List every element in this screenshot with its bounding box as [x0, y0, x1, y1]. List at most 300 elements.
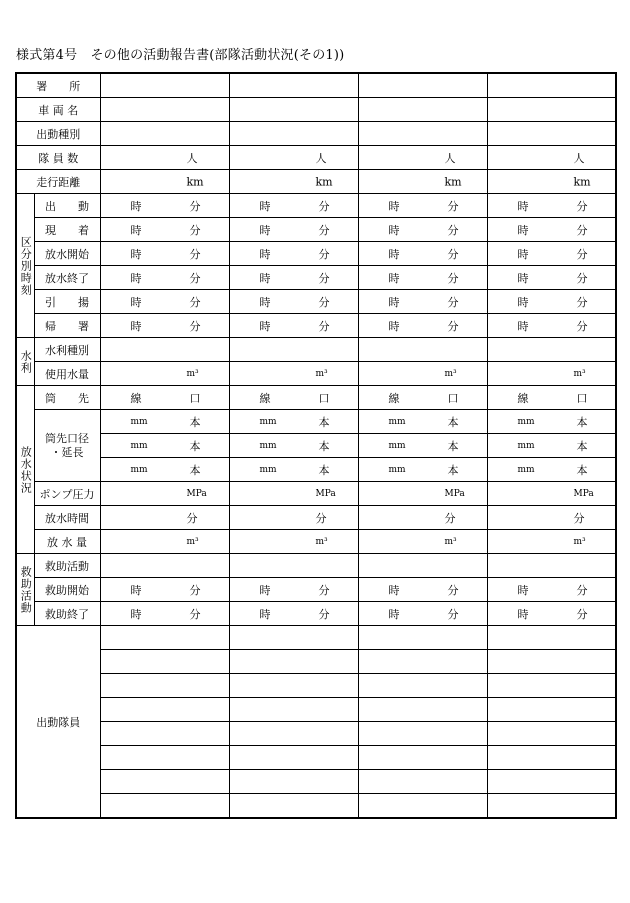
value-sharyomei-4[interactable] — [487, 98, 616, 122]
value-sharyomei-2[interactable] — [229, 98, 358, 122]
row-hosui-shuryo — [16, 266, 616, 290]
unit-hon: 本 — [447, 439, 459, 453]
unit-fun: 分 — [189, 583, 201, 597]
unit-hon: 本 — [447, 415, 459, 429]
value-shutsudo-taiin-2-4[interactable] — [487, 650, 616, 674]
value-kisho-3[interactable] — [358, 314, 487, 338]
group-hosui-group — [16, 386, 34, 554]
value-shutsudo-shubetsu-3[interactable] — [358, 122, 487, 146]
label-line: 筒先口径 — [45, 431, 89, 445]
value-shutsudo-taiin-3-2[interactable] — [229, 674, 358, 698]
value-hikiage-2[interactable] — [229, 290, 358, 314]
unit-fun: 分 — [189, 607, 201, 621]
unit-mm: mm — [130, 416, 148, 427]
value-tosaki-2[interactable] — [229, 386, 358, 410]
value-shutsudo-shubetsu-2[interactable] — [229, 122, 358, 146]
value-shutsudo-taiin-7-1[interactable] — [100, 770, 229, 794]
value-tosaki-4[interactable] — [487, 386, 616, 410]
value-hosui-jikan-3[interactable] — [358, 506, 487, 530]
label-shiyo-suiryo: 使用水量 — [34, 362, 100, 386]
unit-fun: 分 — [447, 247, 459, 261]
unit-mpa: MPa — [315, 488, 336, 499]
value-hikiage-1[interactable] — [100, 290, 229, 314]
unit-m3: m³ — [186, 368, 199, 379]
value-shutsudo-taiin-5-1[interactable] — [100, 722, 229, 746]
row-shiyo-suiryo — [16, 362, 616, 386]
unit-ji: 時 — [517, 319, 529, 333]
unit-fun: 分 — [189, 199, 201, 213]
unit-hon: 本 — [576, 415, 588, 429]
unit-hon: 本 — [189, 415, 201, 429]
unit-fun: 分 — [318, 271, 330, 285]
unit-ji: 時 — [388, 271, 400, 285]
unit-ji: 時 — [259, 271, 271, 285]
value-tosaki-kokei-2-4[interactable] — [487, 434, 616, 458]
unit-fun: 分 — [576, 247, 588, 261]
value-shutsudo-taiin-1-4[interactable] — [487, 626, 616, 650]
unit-fun: 分 — [318, 295, 330, 309]
unit-ji: 時 — [130, 319, 142, 333]
value-genchaku-3[interactable] — [358, 218, 487, 242]
row-shutsudo-shubetsu — [16, 122, 616, 146]
unit-mm: mm — [517, 416, 535, 427]
unit-fun: 分 — [318, 607, 330, 621]
row-hosui-jikan — [16, 506, 616, 530]
label-shutsudo-shubetsu: 出動種別 — [16, 122, 100, 146]
value-hosuiryo-1[interactable] — [100, 530, 229, 554]
unit-ji: 時 — [388, 583, 400, 597]
value-hosui-shuryo-4[interactable] — [487, 266, 616, 290]
unit-hon: 本 — [576, 463, 588, 477]
value-shiyo-suiryo-4[interactable] — [487, 362, 616, 386]
unit-mm: mm — [517, 440, 535, 451]
unit-fun: 分 — [576, 319, 588, 333]
unit-fun: 分 — [447, 607, 459, 621]
value-shiyo-suiryo-1[interactable] — [100, 362, 229, 386]
value-hosui-jikan-1[interactable] — [100, 506, 229, 530]
unit-fun: 分 — [318, 199, 330, 213]
unit-km: km — [444, 175, 462, 188]
unit-ji: 時 — [388, 319, 400, 333]
value-shosho-2[interactable] — [229, 73, 358, 98]
value-tosaki-kokei-1-3[interactable] — [358, 410, 487, 434]
value-shutsudo-taiin-8-3[interactable] — [358, 794, 487, 819]
value-hosui-kaishi-1[interactable] — [100, 242, 229, 266]
value-taiinsu-1[interactable] — [100, 146, 229, 170]
unit-fun: 分 — [318, 247, 330, 261]
unit-fun: 分 — [447, 223, 459, 237]
unit-mm: mm — [259, 440, 277, 451]
value-shutsudo-taiin-6-1[interactable] — [100, 746, 229, 770]
unit-ji: 時 — [259, 295, 271, 309]
unit-mm: mm — [130, 464, 148, 475]
row-shutsudo-taiin — [16, 722, 616, 746]
value-kyujo-kaishi-2[interactable] — [229, 578, 358, 602]
unit-fun: 分 — [576, 271, 588, 285]
value-shutsudo-shubetsu-4[interactable] — [487, 122, 616, 146]
row-genchaku — [16, 218, 616, 242]
unit-m3: m³ — [315, 536, 328, 547]
activity-report-table — [15, 72, 617, 819]
value-soko-kyori-2[interactable] — [229, 170, 358, 194]
unit-ji: 時 — [388, 607, 400, 621]
unit-kuchi: 口 — [576, 391, 588, 405]
value-hosui-shuryo-3[interactable] — [358, 266, 487, 290]
value-tosaki-3[interactable] — [358, 386, 487, 410]
unit-kuchi: 口 — [189, 391, 201, 405]
value-shutsudo-taiin-6-4[interactable] — [487, 746, 616, 770]
value-kyujo-katsudo-3[interactable] — [358, 554, 487, 578]
label-kyujo-shuryo: 救助終了 — [34, 602, 100, 626]
row-tosaki-kokei — [16, 458, 616, 482]
value-kyujo-kaishi-1[interactable] — [100, 578, 229, 602]
row-hosui-kaishi — [16, 242, 616, 266]
value-shutsudo-taiin-6-3[interactable] — [358, 746, 487, 770]
unit-ji: 時 — [517, 223, 529, 237]
value-genchaku-1[interactable] — [100, 218, 229, 242]
unit-kuchi: 口 — [447, 391, 459, 405]
group-label: 水利 — [19, 349, 33, 374]
unit-fun: 分 — [315, 511, 327, 525]
unit-sen: 線 — [130, 391, 142, 405]
row-shutsudo-taiin — [16, 770, 616, 794]
label-hosui-shuryo: 放水終了 — [34, 266, 100, 290]
value-pump-atsuryoku-3[interactable] — [358, 482, 487, 506]
value-soko-kyori-1[interactable] — [100, 170, 229, 194]
unit-fun: 分 — [318, 223, 330, 237]
value-kyujo-shuryo-3[interactable] — [358, 602, 487, 626]
row-shutsudo-taiin — [16, 746, 616, 770]
unit-fun: 分 — [189, 247, 201, 261]
value-kyujo-kaishi-4[interactable] — [487, 578, 616, 602]
value-kyujo-shuryo-2[interactable] — [229, 602, 358, 626]
value-pump-atsuryoku-4[interactable] — [487, 482, 616, 506]
unit-ji: 時 — [130, 223, 142, 237]
unit-ji: 時 — [517, 295, 529, 309]
value-kisho-2[interactable] — [229, 314, 358, 338]
unit-ji: 時 — [517, 199, 529, 213]
row-shutsudo-taiin — [16, 674, 616, 698]
unit-fun: 分 — [576, 295, 588, 309]
unit-fun: 分 — [576, 223, 588, 237]
label-tosaki: 筒 先 — [34, 386, 100, 410]
label-tosaki-kokei — [34, 410, 100, 482]
row-kyujo-shuryo — [16, 602, 616, 626]
unit-ji: 時 — [259, 223, 271, 237]
value-shutsudo-taiin-4-3[interactable] — [358, 698, 487, 722]
value-taiinsu-4[interactable] — [487, 146, 616, 170]
value-tosaki-kokei-3-4[interactable] — [487, 458, 616, 482]
unit-m3: m³ — [186, 536, 199, 547]
unit-fun: 分 — [576, 607, 588, 621]
unit-ji: 時 — [130, 199, 142, 213]
unit-mpa: MPa — [573, 488, 594, 499]
unit-nin: 人 — [573, 151, 585, 165]
unit-ji: 時 — [259, 199, 271, 213]
row-kyujo-kaishi — [16, 578, 616, 602]
value-kyujo-shuryo-1[interactable] — [100, 602, 229, 626]
row-pump-atsuryoku — [16, 482, 616, 506]
unit-km: km — [315, 175, 333, 188]
unit-ji: 時 — [130, 607, 142, 621]
row-tosaki-kokei — [16, 434, 616, 458]
value-shutsudo-taiin-2-3[interactable] — [358, 650, 487, 674]
value-kisho-1[interactable] — [100, 314, 229, 338]
value-kyujo-katsudo-1[interactable] — [100, 554, 229, 578]
value-shutsudo-taiin-5-2[interactable] — [229, 722, 358, 746]
value-hosuiryo-3[interactable] — [358, 530, 487, 554]
row-tosaki — [16, 386, 616, 410]
value-tosaki-kokei-1-1[interactable] — [100, 410, 229, 434]
unit-hon: 本 — [576, 439, 588, 453]
row-sharyomei — [16, 98, 616, 122]
unit-km: km — [573, 175, 591, 188]
value-tosaki-kokei-3-2[interactable] — [229, 458, 358, 482]
value-tosaki-kokei-2-1[interactable] — [100, 434, 229, 458]
unit-mpa: MPa — [444, 488, 465, 499]
unit-fun: 分 — [318, 319, 330, 333]
value-tosaki-kokei-3-1[interactable] — [100, 458, 229, 482]
unit-ji: 時 — [388, 247, 400, 261]
unit-ji: 時 — [130, 247, 142, 261]
row-shutsudo-taiin — [16, 650, 616, 674]
unit-fun: 分 — [447, 295, 459, 309]
unit-nin: 人 — [186, 151, 198, 165]
label-shutsudo-taiin: 出動隊員 — [16, 626, 100, 819]
value-genchaku-4[interactable] — [487, 218, 616, 242]
value-hikiage-4[interactable] — [487, 290, 616, 314]
unit-nin: 人 — [444, 151, 456, 165]
unit-fun: 分 — [189, 223, 201, 237]
value-kyujo-kaishi-3[interactable] — [358, 578, 487, 602]
unit-fun: 分 — [189, 295, 201, 309]
value-sharyomei-1[interactable] — [100, 98, 229, 122]
unit-fun: 分 — [189, 319, 201, 333]
row-kisho — [16, 314, 616, 338]
value-hosuiryo-2[interactable] — [229, 530, 358, 554]
unit-fun: 分 — [444, 511, 456, 525]
label-line: ・延長 — [50, 445, 84, 459]
unit-sen: 線 — [517, 391, 529, 405]
value-hosui-kaishi-2[interactable] — [229, 242, 358, 266]
value-pump-atsuryoku-2[interactable] — [229, 482, 358, 506]
value-shutsudo-shubetsu-1[interactable] — [100, 122, 229, 146]
unit-mm: mm — [388, 416, 406, 427]
row-kyujo-katsudo — [16, 554, 616, 578]
value-shutsudo-taiin-2-2[interactable] — [229, 650, 358, 674]
unit-hon: 本 — [318, 415, 330, 429]
value-hosui-kaishi-3[interactable] — [358, 242, 487, 266]
unit-nin: 人 — [315, 151, 327, 165]
unit-fun: 分 — [447, 199, 459, 213]
unit-fun: 分 — [189, 271, 201, 285]
value-shutsudo-taiin-1-1[interactable] — [100, 626, 229, 650]
value-shutsudo-taiin-8-4[interactable] — [487, 794, 616, 819]
value-hosuiryo-4[interactable] — [487, 530, 616, 554]
label-shosho: 署 所 — [16, 73, 100, 98]
value-shutsudo-4[interactable] — [487, 194, 616, 218]
unit-fun: 分 — [186, 511, 198, 525]
row-shutsudo — [16, 194, 616, 218]
unit-fun: 分 — [576, 583, 588, 597]
row-hikiage — [16, 290, 616, 314]
unit-m3: m³ — [444, 368, 457, 379]
value-soko-kyori-4[interactable] — [487, 170, 616, 194]
row-shosho — [16, 73, 616, 98]
value-shutsudo-taiin-1-3[interactable] — [358, 626, 487, 650]
value-shutsudo-taiin-5-4[interactable] — [487, 722, 616, 746]
label-hosui-kaishi: 放水開始 — [34, 242, 100, 266]
value-tosaki-kokei-1-2[interactable] — [229, 410, 358, 434]
unit-hon: 本 — [318, 439, 330, 453]
row-shutsudo-taiin — [16, 626, 616, 650]
value-shutsudo-taiin-4-2[interactable] — [229, 698, 358, 722]
value-shutsudo-taiin-3-1[interactable] — [100, 674, 229, 698]
label-genchaku: 現 着 — [34, 218, 100, 242]
value-suiri-shubetsu-3[interactable] — [358, 338, 487, 362]
document-title: 様式第4号 その他の活動報告書(部隊活動状況(その1)) — [16, 48, 345, 63]
value-kyujo-katsudo-4[interactable] — [487, 554, 616, 578]
unit-sen: 線 — [388, 391, 400, 405]
label-kisho: 帰 署 — [34, 314, 100, 338]
row-soko-kyori — [16, 170, 616, 194]
unit-m3: m³ — [573, 368, 586, 379]
unit-mm: mm — [130, 440, 148, 451]
unit-m3: m³ — [573, 536, 586, 547]
unit-ji: 時 — [517, 583, 529, 597]
value-shiyo-suiryo-2[interactable] — [229, 362, 358, 386]
label-kyujo-katsudo: 救助活動 — [34, 554, 100, 578]
value-tosaki-1[interactable] — [100, 386, 229, 410]
value-shutsudo-taiin-3-4[interactable] — [487, 674, 616, 698]
value-shutsudo-taiin-3-3[interactable] — [358, 674, 487, 698]
unit-hon: 本 — [318, 463, 330, 477]
label-suiri-shubetsu: 水利種別 — [34, 338, 100, 362]
group-kyujo-group — [16, 554, 34, 626]
unit-ji: 時 — [388, 223, 400, 237]
row-suiri-shubetsu — [16, 338, 616, 362]
value-tosaki-kokei-2-3[interactable] — [358, 434, 487, 458]
label-hosuiryo: 放 水 量 — [34, 530, 100, 554]
value-hosui-kaishi-4[interactable] — [487, 242, 616, 266]
value-kyujo-shuryo-4[interactable] — [487, 602, 616, 626]
value-taiinsu-2[interactable] — [229, 146, 358, 170]
unit-mm: mm — [517, 464, 535, 475]
value-shutsudo-taiin-8-1[interactable] — [100, 794, 229, 819]
value-hosui-shuryo-1[interactable] — [100, 266, 229, 290]
value-shutsudo-taiin-7-3[interactable] — [358, 770, 487, 794]
unit-ji: 時 — [388, 295, 400, 309]
unit-ji: 時 — [517, 247, 529, 261]
value-tosaki-kokei-3-3[interactable] — [358, 458, 487, 482]
value-taiinsu-3[interactable] — [358, 146, 487, 170]
value-soko-kyori-3[interactable] — [358, 170, 487, 194]
row-shutsudo-taiin — [16, 794, 616, 819]
unit-ji: 時 — [259, 583, 271, 597]
value-tosaki-kokei-1-4[interactable] — [487, 410, 616, 434]
value-shutsudo-taiin-5-3[interactable] — [358, 722, 487, 746]
unit-m3: m³ — [315, 368, 328, 379]
group-label: 救助活動 — [19, 565, 33, 614]
value-shosho-4[interactable] — [487, 73, 616, 98]
value-sharyomei-3[interactable] — [358, 98, 487, 122]
unit-sen: 線 — [259, 391, 271, 405]
label-shutsudo: 出 動 — [34, 194, 100, 218]
value-shutsudo-taiin-8-2[interactable] — [229, 794, 358, 819]
label-hosui-jikan: 放水時間 — [34, 506, 100, 530]
group-kubun-group — [16, 194, 34, 338]
value-shutsudo-taiin-4-1[interactable] — [100, 698, 229, 722]
value-shutsudo-taiin-6-2[interactable] — [229, 746, 358, 770]
value-shutsudo-1[interactable] — [100, 194, 229, 218]
unit-ji: 時 — [130, 271, 142, 285]
group-suiri-group — [16, 338, 34, 386]
label-taiinsu: 隊 員 数 — [16, 146, 100, 170]
value-shosho-3[interactable] — [358, 73, 487, 98]
value-suiri-shubetsu-1[interactable] — [100, 338, 229, 362]
value-pump-atsuryoku-1[interactable] — [100, 482, 229, 506]
unit-mm: mm — [259, 416, 277, 427]
value-tosaki-kokei-2-2[interactable] — [229, 434, 358, 458]
unit-kuchi: 口 — [318, 391, 330, 405]
value-shutsudo-taiin-7-4[interactable] — [487, 770, 616, 794]
row-taiinsu — [16, 146, 616, 170]
value-shutsudo-taiin-4-4[interactable] — [487, 698, 616, 722]
unit-hon: 本 — [189, 463, 201, 477]
unit-fun: 分 — [447, 319, 459, 333]
unit-fun: 分 — [573, 511, 585, 525]
value-hosui-shuryo-2[interactable] — [229, 266, 358, 290]
value-hosui-jikan-4[interactable] — [487, 506, 616, 530]
unit-mpa: MPa — [186, 488, 207, 499]
value-shutsudo-taiin-1-2[interactable] — [229, 626, 358, 650]
value-shutsudo-taiin-2-1[interactable] — [100, 650, 229, 674]
group-label: 放水状況 — [19, 445, 33, 494]
value-hikiage-3[interactable] — [358, 290, 487, 314]
value-shutsudo-2[interactable] — [229, 194, 358, 218]
unit-ji: 時 — [259, 247, 271, 261]
unit-ji: 時 — [259, 607, 271, 621]
label-sharyomei: 車 両 名 — [16, 98, 100, 122]
value-shutsudo-taiin-7-2[interactable] — [229, 770, 358, 794]
value-genchaku-2[interactable] — [229, 218, 358, 242]
value-hosui-jikan-2[interactable] — [229, 506, 358, 530]
value-suiri-shubetsu-2[interactable] — [229, 338, 358, 362]
value-kyujo-katsudo-2[interactable] — [229, 554, 358, 578]
label-soko-kyori: 走行距離 — [16, 170, 100, 194]
unit-ji: 時 — [259, 319, 271, 333]
value-suiri-shubetsu-4[interactable] — [487, 338, 616, 362]
row-tosaki-kokei — [16, 410, 616, 434]
unit-mm: mm — [388, 464, 406, 475]
unit-fun: 分 — [447, 271, 459, 285]
label-hikiage: 引 揚 — [34, 290, 100, 314]
unit-km: km — [186, 175, 204, 188]
unit-mm: mm — [388, 440, 406, 451]
unit-ji: 時 — [517, 607, 529, 621]
value-shutsudo-3[interactable] — [358, 194, 487, 218]
unit-hon: 本 — [189, 439, 201, 453]
unit-hon: 本 — [447, 463, 459, 477]
unit-fun: 分 — [447, 583, 459, 597]
value-shiyo-suiryo-3[interactable] — [358, 362, 487, 386]
unit-ji: 時 — [517, 271, 529, 285]
group-label: 区分別時刻 — [19, 235, 33, 296]
unit-fun: 分 — [576, 199, 588, 213]
value-shosho-1[interactable] — [100, 73, 229, 98]
unit-fun: 分 — [318, 583, 330, 597]
value-kisho-4[interactable] — [487, 314, 616, 338]
